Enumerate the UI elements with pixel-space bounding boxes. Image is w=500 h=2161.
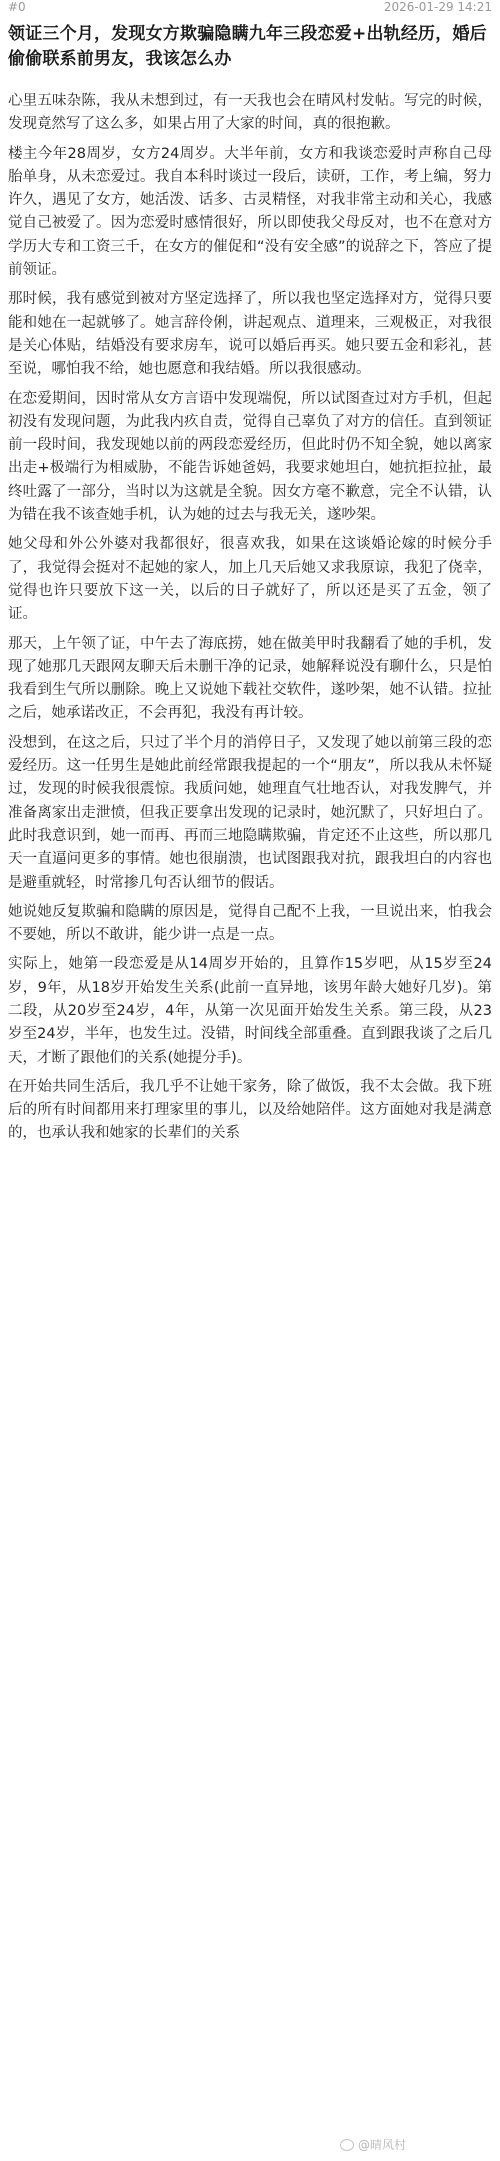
post-paragraph: 在开始共同生活后，我几乎不让她干家务，除了做饭，我不太会做。我下班后的所有时间都用来打理家里的事儿，以及给她陪伴。这方面她对我是满意的，也承认我和她家的长辈们的关系	[8, 1078, 492, 1142]
post-paragraph: 心里五味杂陈，我从未想到过，有一天我也会在晴风村发帖。写完的时候，发现竟然写了这么多，如果占用了大家的时间，真的很抱歉。	[8, 93, 492, 133]
watermark	[340, 2136, 406, 2153]
floor-number: #0	[8, 0, 26, 14]
post-timestamp: 2026-01-29 14:21	[383, 0, 492, 14]
post-paragraph: 她父母和外公外婆对我都很好，很喜欢我，如果在这谈婚论嫁的时候分手了，我觉得会挺对不起她的家人，加上几天后她又求我原谅，我犯了侥幸，觉得也许只要放下这一关，以后的日子就好了，所以还是买了五金，领了证。	[8, 536, 492, 623]
post-body	[8, 90, 492, 1152]
watermark-text: @晴风村	[358, 2138, 407, 2152]
weibo-logo-icon	[340, 2139, 354, 2151]
post-paragraph: 实际上，她第一段恋爱是从14周岁开始的，且算作15岁吧，从15岁至24岁，9年，从18岁开始发生关系(此前一直异地，该男年龄大她好几岁)。第二段，从20岁至24岁，4年，从第一次见面开始发生关系。第三段，从23岁至24岁，半年，也发生过。没错，时间线全部重叠。直到跟我谈了之后几天，才断了跟他们的关系(她提分手)。	[8, 956, 492, 1066]
post-paragraph: 在恋爱期间，因时常从女方言语中发现端倪，所以试图查过对方手机，但起初没有发现问题，为此我内疚自责，觉得自己辜负了对方的信任。直到领证前一段时间，我发现她以前的两段恋爱经历，但此时仍不知全貌，她以离家出走+极端行为相威胁，不能告诉她爸妈，我要求她坦白，她抗拒拉扯，最终吐露了一部分，当时以为这就是全貌。因女方毫不歉意，完全不认错，认为错在我不该查她手机，认为她的过去与我无关，遂吵架。	[8, 390, 492, 524]
post-paragraph: 没想到，在这之后，只过了半个月的消停日子，又发现了她以前第三段的恋爱经历。这一任男生是她此前经常跟我提起的一个“朋友”，所以我从未怀疑过，发现的时候我很震惊。我质问她，她理直气壮地否认，对我发脾气，并准备离家出走泄愤，但我正要拿出发现的记录时，她沉默了，只好坦白了。此时我意识到，她一而再、再而三地隐瞒欺骗，肯定还不止这些，所以那几天一直逼问更多的事情。她也很崩溃，也试图跟我对抗，跟我坦白的内容也是避重就轻，时常掺几句否认细节的假话。	[8, 734, 492, 891]
post-paragraph: 她说她反复欺骗和隐瞒的原因是，觉得自己配不上我，一旦说出来，怕我会不要她，所以不敢讲，能少讲一点是一点。	[8, 903, 492, 944]
post-paragraph: 那时候，我有感觉到被对方坚定选择了，所以我也坚定选择对方，觉得只要能和她在一起就够了。她言辞伶俐，讲起观点、道理来，三观极正，对我很是关心体贴，结婚没有要求房车，说可以婚后再买。她只要五金和彩礼，甚至说，哪怕我不给，她也愿意和我结婚。所以我很感动。	[8, 291, 492, 378]
post-title: 领证三个月，发现女方欺骗隐瞒九年三段恋爱+出轨经历，婚后偷偷联系前男友，我该怎么办	[8, 24, 487, 69]
post-header	[0, 0, 500, 16]
post-paragraph: 楼主今年28周岁，女方24周岁。大半年前，女方和我谈恋爱时声称自己母胎单身，从未恋爱过。我自本科时谈过一段后，读研，工作，考上编，努力许久，遇见了女方，她活泼、话多、古灵精怪，对我非常主动和关心，我感觉自己被爱了。因为恋爱时感情很好，所以即使我父母反对，也不在意对方学历大专和工资三千，在女方的催促和“没有安全感”的说辞之下，答应了提前领证。	[8, 145, 492, 279]
post-paragraph: 那天，上午领了证，中午去了海底捞，她在做美甲时我翻看了她的手机，发现了她那几天跟网友聊天后未删干净的记录，她解释说没有聊什么，只是怕我看到生气所以删除。晚上又说她下载社交软件，遂吵架，她不认错。拉扯之后，她承诺改正，不会再犯，我没有再计较。	[8, 635, 492, 722]
